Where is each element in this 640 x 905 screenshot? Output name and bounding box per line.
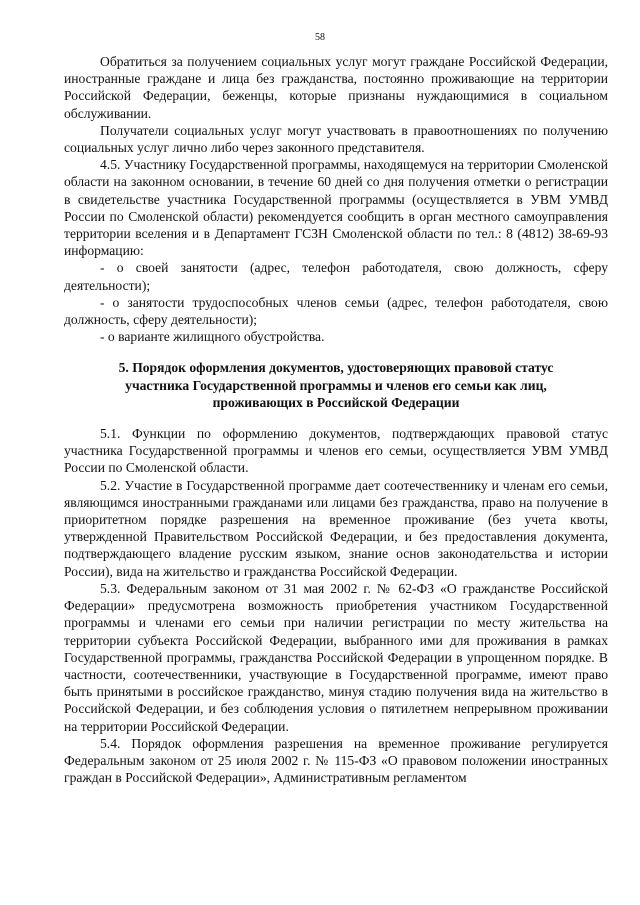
paragraph-5-1: 5.1. Функции по оформлению документов, подтверждающих правовой статус участника Государственной программы и членов его семьи, осуществляется УВМ УМВД России по Смоленской области. xyxy=(64,426,608,476)
section-5-heading-line: проживающих в Российской Федерации xyxy=(212,394,460,410)
paragraph-social-services-eligibility: Обратиться за получением социальных услуг могут граждане Российской Федерации, иностранные граждане и лица без гражданства, постоянно проживающие на территории Российской Федерации, беженцы, которые признаны нуждающимися в социальном обслуживании. xyxy=(64,54,608,121)
section-5-heading-line: 5. Порядок оформления документов, удостоверяющих правовой статус xyxy=(118,360,554,376)
paragraph-5-4: 5.4. Порядок оформления разрешения на временное проживание регулируется Федеральным законом от 25 июля 2002 г. № 115-ФЗ «О правовом положении иностранных граждан в Российской Федерации», Административным регламентом xyxy=(64,735,608,786)
paragraph-5-3: 5.3. Федеральным законом от 31 мая 2002 г. № 62-ФЗ «О гражданстве Российской Федерации» предусмотрена возможность приобретения участником Государственной программы и членами его семьи при наличии регистрации по месту жительства на территории субъекта Российской Федерации, выбранного ими для проживания в рамках Государственной программы, гражданства Российской Федерации в упрощенном порядке. В частности, соотечественники, участвующие в Государственной программе, имеют право быть принятыми в российское гражданство, минуя стадию получения вида на жительство в Российской Федерации, и без соблюдения условия о пятилетнем непрерывном проживании на территории Российской Федерации. xyxy=(64,580,608,734)
paragraph-5-2: 5.2. Участие в Государственной программе дает соотечественнику и членам его семьи, являющимся иностранными гражданами или лицами без гражданства, право на получение в приоритетном порядке разрешения на временное проживание (без учета квоты, утвержденной Правительством Российской Федерации, и без предоставления документа, подтверждающего владение русским языком, знание основ законодательства и истории России), вида на жительство и гражданства Российской Федерации. xyxy=(64,477,608,579)
paragraph-4-5: 4.5. Участнику Государственной программы, находящемуся на территории Смоленской области на законном основании, в течение 60 дней со дня получения отметки о регистрации в свидетельстве участника Государственной программы (осуществляется в УВМ УМВД России по Смоленской области) рекомендуется сообщить в орган местного самоуправления территории вселения и в Департамент ГСЗН Смоленской области по тел.: 8 (4812) 38-69-93 информацию: xyxy=(64,157,608,259)
section-5-heading-line: участника Государственной программы и членов его семьи как лиц, xyxy=(125,377,547,393)
list-item-family-employment: - о занятости трудоспособных членов семьи (адрес, телефон работодателя, свою должность, сферу деятельности); xyxy=(64,294,608,328)
document-body xyxy=(64,53,608,786)
list-item-housing: - о варианте жилищного обустройства. xyxy=(100,329,325,345)
paragraph-social-services-recipients: Получатели социальных услуг могут участвовать в правоотношениях по получению социальных услуг лично либо через законного представителя. xyxy=(64,122,608,156)
list-item-employment: - о своей занятости (адрес, телефон работодателя, свою должность, сферу деятельности); xyxy=(64,260,608,293)
section-5-heading xyxy=(64,359,608,411)
page-number: 58 xyxy=(315,32,325,43)
